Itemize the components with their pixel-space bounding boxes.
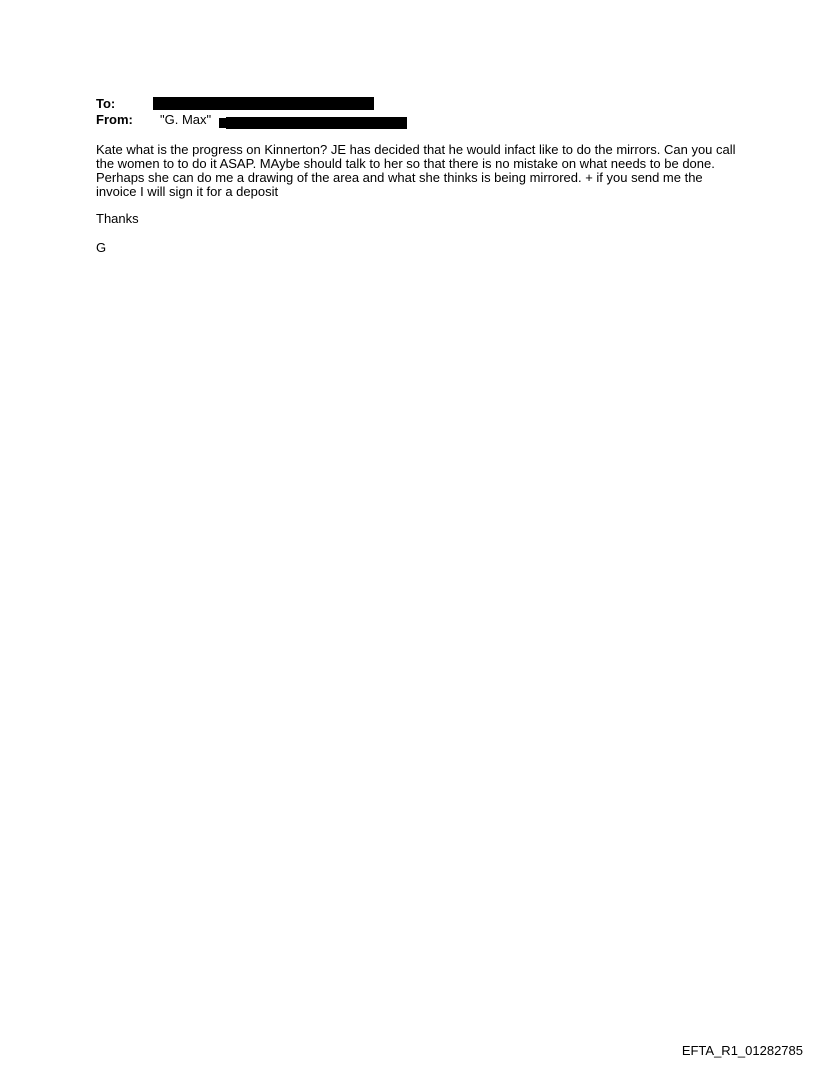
email-body [96, 143, 736, 270]
to-row [96, 96, 736, 112]
to-label: To: [96, 96, 116, 111]
document-id: EFTA_R1_01282785 [681, 1043, 803, 1058]
closing-text: Thanks [96, 211, 139, 226]
email-header [96, 96, 736, 128]
signature-text: G [96, 240, 107, 255]
from-redaction [226, 117, 407, 129]
body-paragraph: Kate what is the progress on Kinnerton? JE has decided that he would infact like to do the mirrors. Can you call the women to to do it ASAP. MAybe should talk to her so that there is no mistake on what needs to be done. Perhaps she can do me a drawing of the area and what she thinks is being mirrored. + if you send me the invoice I will sign it for a deposit [96, 142, 736, 199]
from-name: "G. Max" [160, 112, 212, 127]
from-row [96, 112, 736, 128]
to-redaction [153, 97, 374, 110]
from-label: From: [96, 112, 133, 127]
